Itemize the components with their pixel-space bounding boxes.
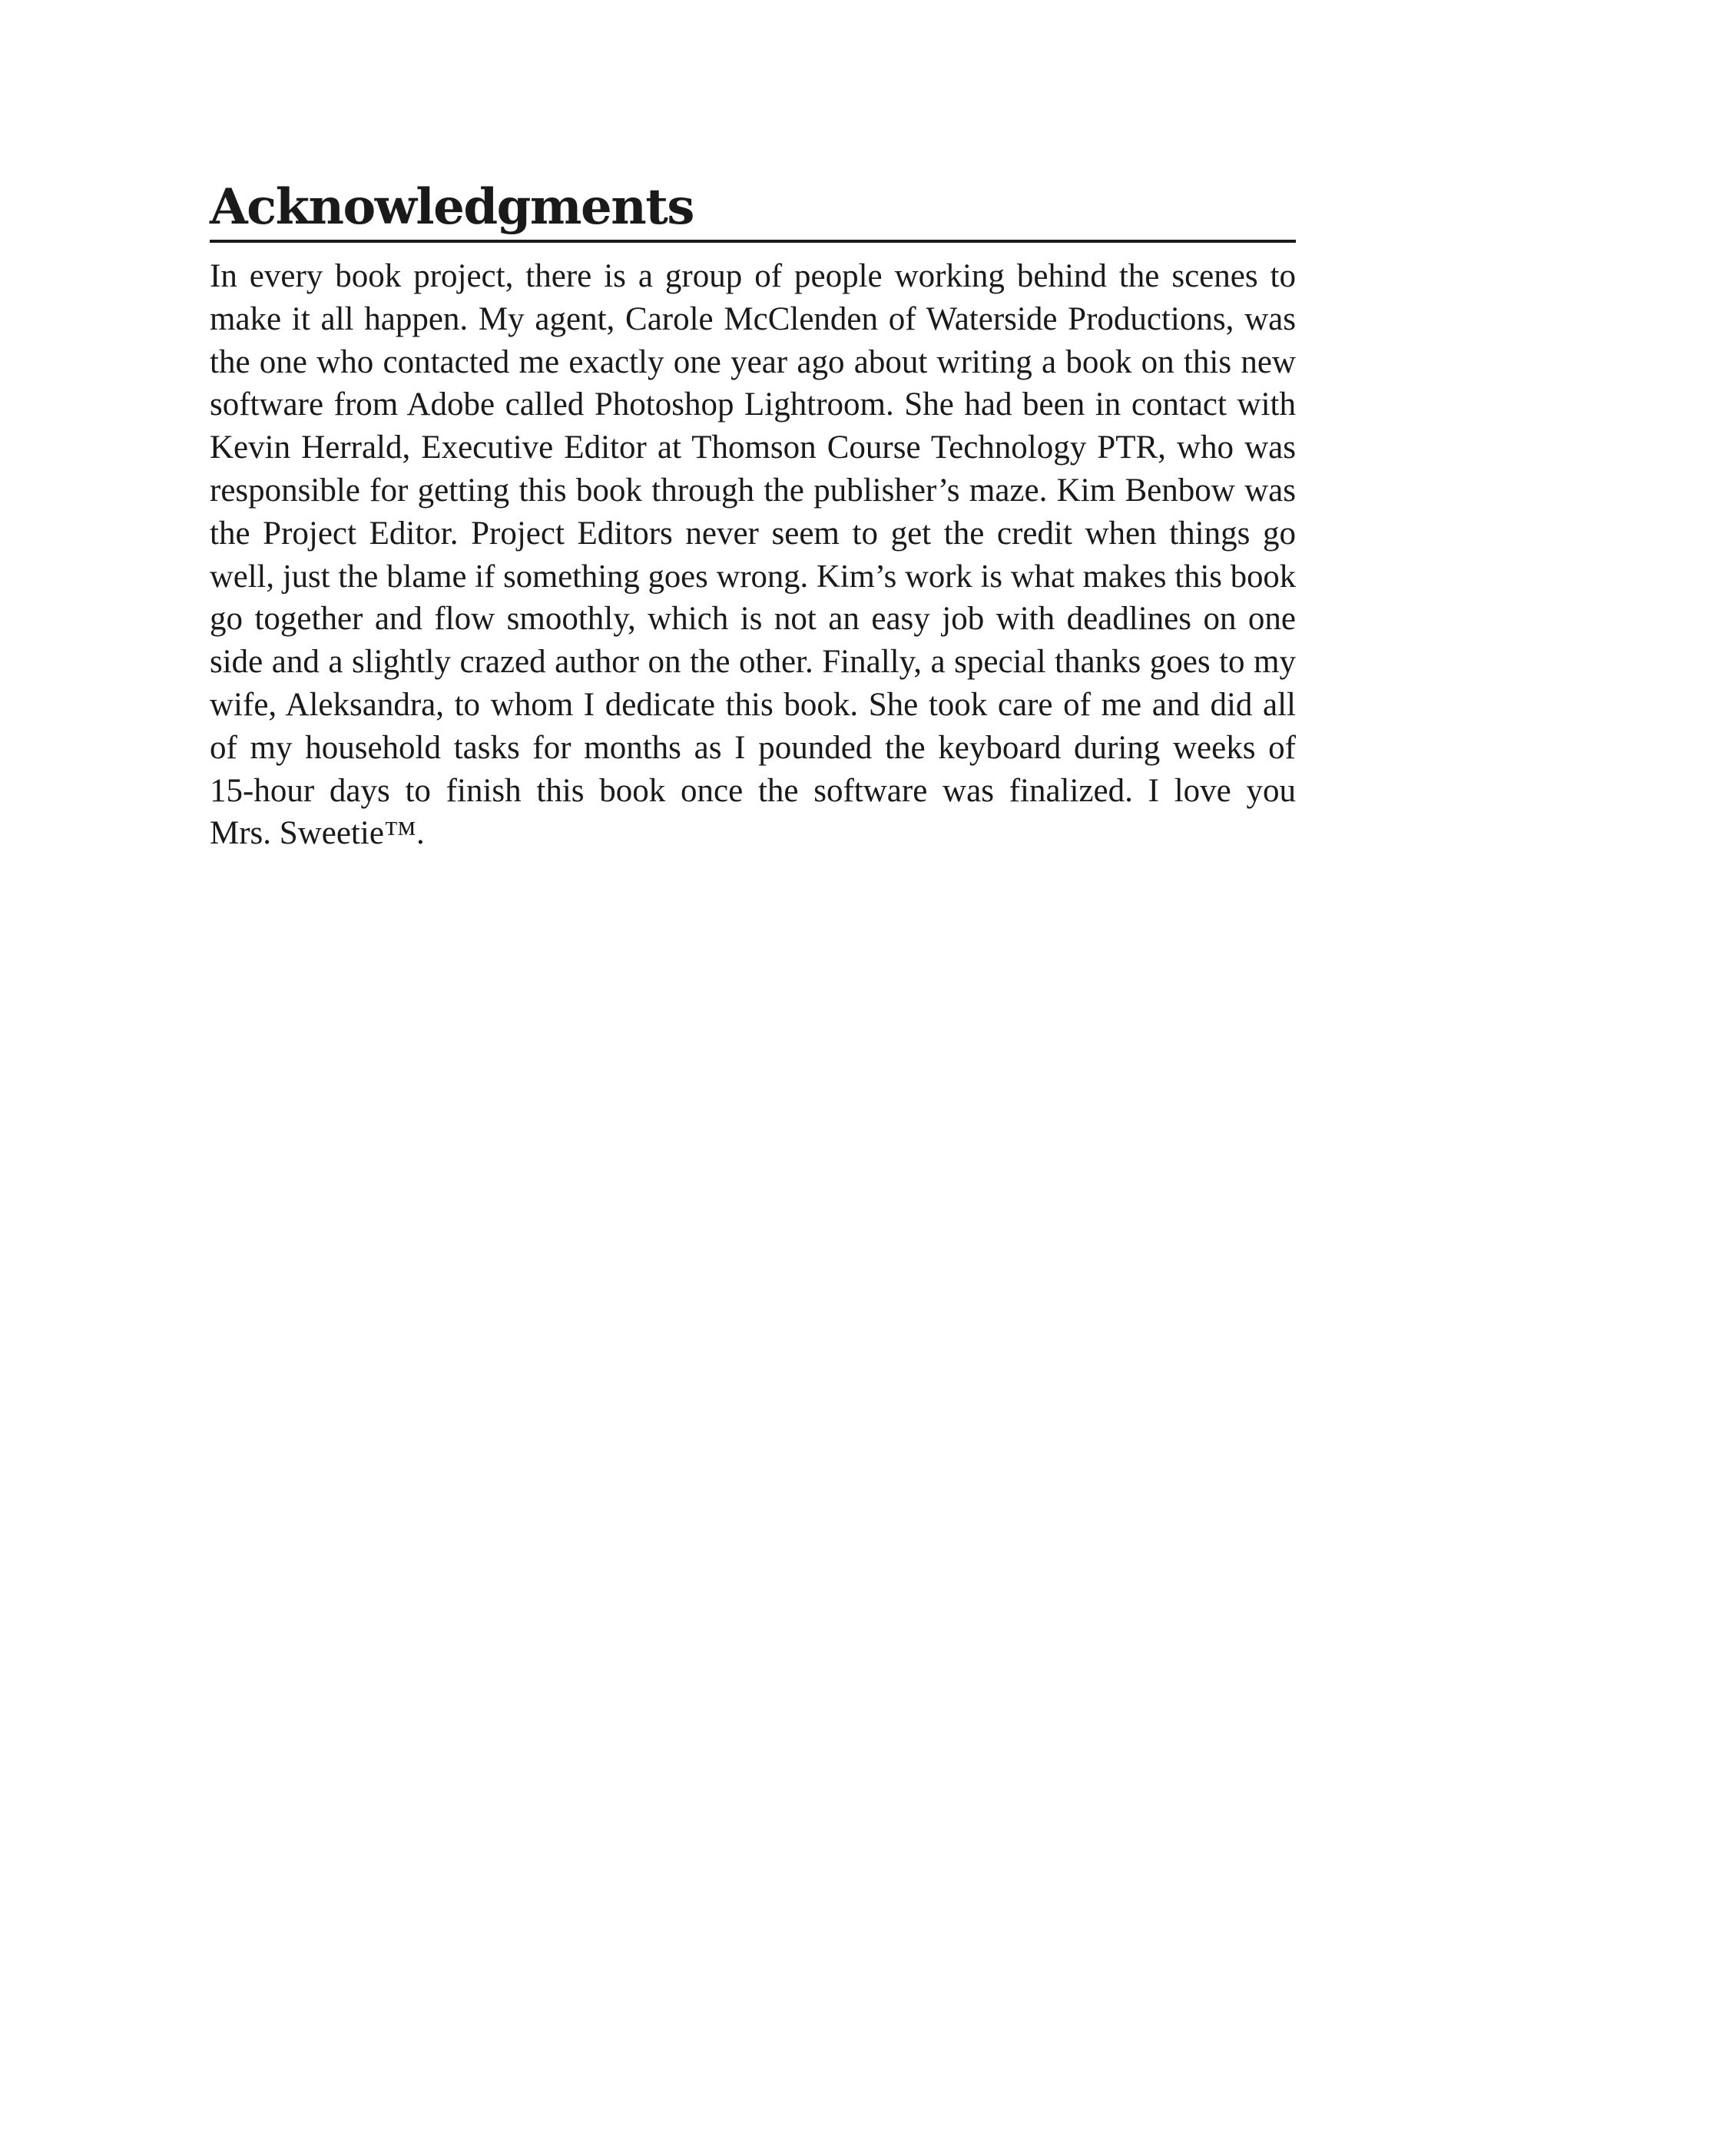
page-title: Acknowledgments (210, 178, 694, 236)
paragraph-line: In every book project, there is a group of people working behind the scenes to (210, 258, 1296, 294)
paragraph-line: Kevin Herrald, Executive Editor at Thomson Course Technology PTR, who was (210, 429, 1296, 466)
acknowledgments-section (210, 178, 1296, 855)
heading-rule (210, 240, 1296, 243)
paragraph-line: wife, Aleksandra, to whom I dedicate this book. She took care of me and did all (210, 686, 1296, 723)
paragraph-line: side and a slightly crazed author on the other. Finally, a special thanks goes to my (210, 644, 1296, 681)
paragraph-line: make it all happen. My agent, Carole McClenden of Waterside Productions, was (210, 300, 1296, 337)
paragraph-line: the one who contacted me exactly one year ago about writing a book on this new (210, 343, 1296, 380)
paragraph-line: the Project Editor. Project Editors never seem to get the credit when things go (210, 515, 1296, 552)
paragraph-line: software from Adobe called Photoshop Lightroom. She had been in contact with (210, 386, 1296, 423)
paragraph-line: responsible for getting this book through the publisher’s maze. Kim Benbow was (210, 472, 1296, 509)
acknowledgments-paragraph (210, 255, 1296, 855)
paragraph-line: go together and flow smoothly, which is not an easy job with deadlines on one (210, 601, 1296, 638)
paragraph-line: of my household tasks for months as I pounded the keyboard during weeks of (210, 729, 1296, 766)
paragraph-line: well, just the blame if something goes wrong. Kim’s work is what makes this book (210, 558, 1296, 595)
paragraph-line: Mrs. Sweetie™. (210, 815, 425, 852)
paragraph-line: 15-hour days to finish this book once the software was finalized. I love you (210, 772, 1296, 809)
